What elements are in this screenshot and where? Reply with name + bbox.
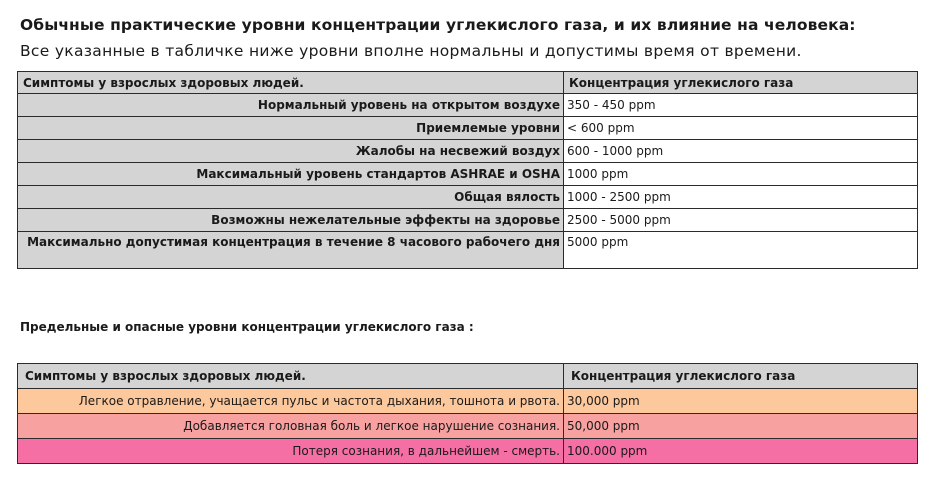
dangerous-levels-table	[17, 363, 918, 464]
symptom-cell: Потеря сознания, в дальнейшем - смерть.	[18, 439, 564, 464]
symptom-cell: Максимально допустимая концентрация в течение 8 часового рабочего дня	[18, 232, 564, 269]
concentration-cell: 350 - 450 ppm	[564, 94, 918, 117]
normal-levels-table	[17, 71, 918, 269]
header-concentration: Концентрация углекислого газа	[564, 72, 918, 94]
section-title-dangerous: Предельные и опасные уровни концентрации углекислого газа :	[20, 320, 474, 334]
page-title: Обычные практические уровни концентрации углекислого газа, и их влияние на человека:	[20, 16, 856, 34]
concentration-cell: 2500 - 5000 ppm	[564, 209, 918, 232]
table-row	[18, 186, 918, 209]
table-row	[18, 117, 918, 140]
concentration-cell: 50,000 ppm	[564, 414, 918, 439]
symptom-cell: Возможны нежелательные эффекты на здоровье	[18, 209, 564, 232]
header-symptoms: Симптомы у взрослых здоровых людей.	[18, 364, 564, 389]
symptom-cell: Нормальный уровень на открытом воздухе	[18, 94, 564, 117]
header-concentration: Концентрация углекислого газа	[564, 364, 918, 389]
table-row	[18, 439, 918, 464]
symptom-cell: Общая вялость	[18, 186, 564, 209]
concentration-cell: < 600 ppm	[564, 117, 918, 140]
concentration-cell: 1000 - 2500 ppm	[564, 186, 918, 209]
concentration-cell: 600 - 1000 ppm	[564, 140, 918, 163]
table-header-row	[18, 364, 918, 389]
concentration-cell: 5000 ppm	[564, 232, 918, 269]
concentration-cell: 30,000 ppm	[564, 389, 918, 414]
symptom-cell: Легкое отравление, учащается пульс и частота дыхания, тошнота и рвота.	[18, 389, 564, 414]
concentration-cell: 1000 ppm	[564, 163, 918, 186]
table-row	[18, 94, 918, 117]
table-row	[18, 414, 918, 439]
page-subtitle: Все указанные в табличке ниже уровни вполне нормальны и допустимы время от времени.	[20, 42, 802, 60]
symptom-cell: Максимальный уровень стандартов ASHRAE и OSHA	[18, 163, 564, 186]
table-header-row	[18, 72, 918, 94]
symptom-cell: Жалобы на несвежий воздух	[18, 140, 564, 163]
symptom-cell: Приемлемые уровни	[18, 117, 564, 140]
header-symptoms: Симптомы у взрослых здоровых людей.	[18, 72, 564, 94]
concentration-cell: 100.000 ppm	[564, 439, 918, 464]
table-row	[18, 140, 918, 163]
table-row	[18, 209, 918, 232]
symptom-cell: Добавляется головная боль и легкое нарушение сознания.	[18, 414, 564, 439]
table-row	[18, 163, 918, 186]
table-row	[18, 389, 918, 414]
table-row	[18, 232, 918, 269]
